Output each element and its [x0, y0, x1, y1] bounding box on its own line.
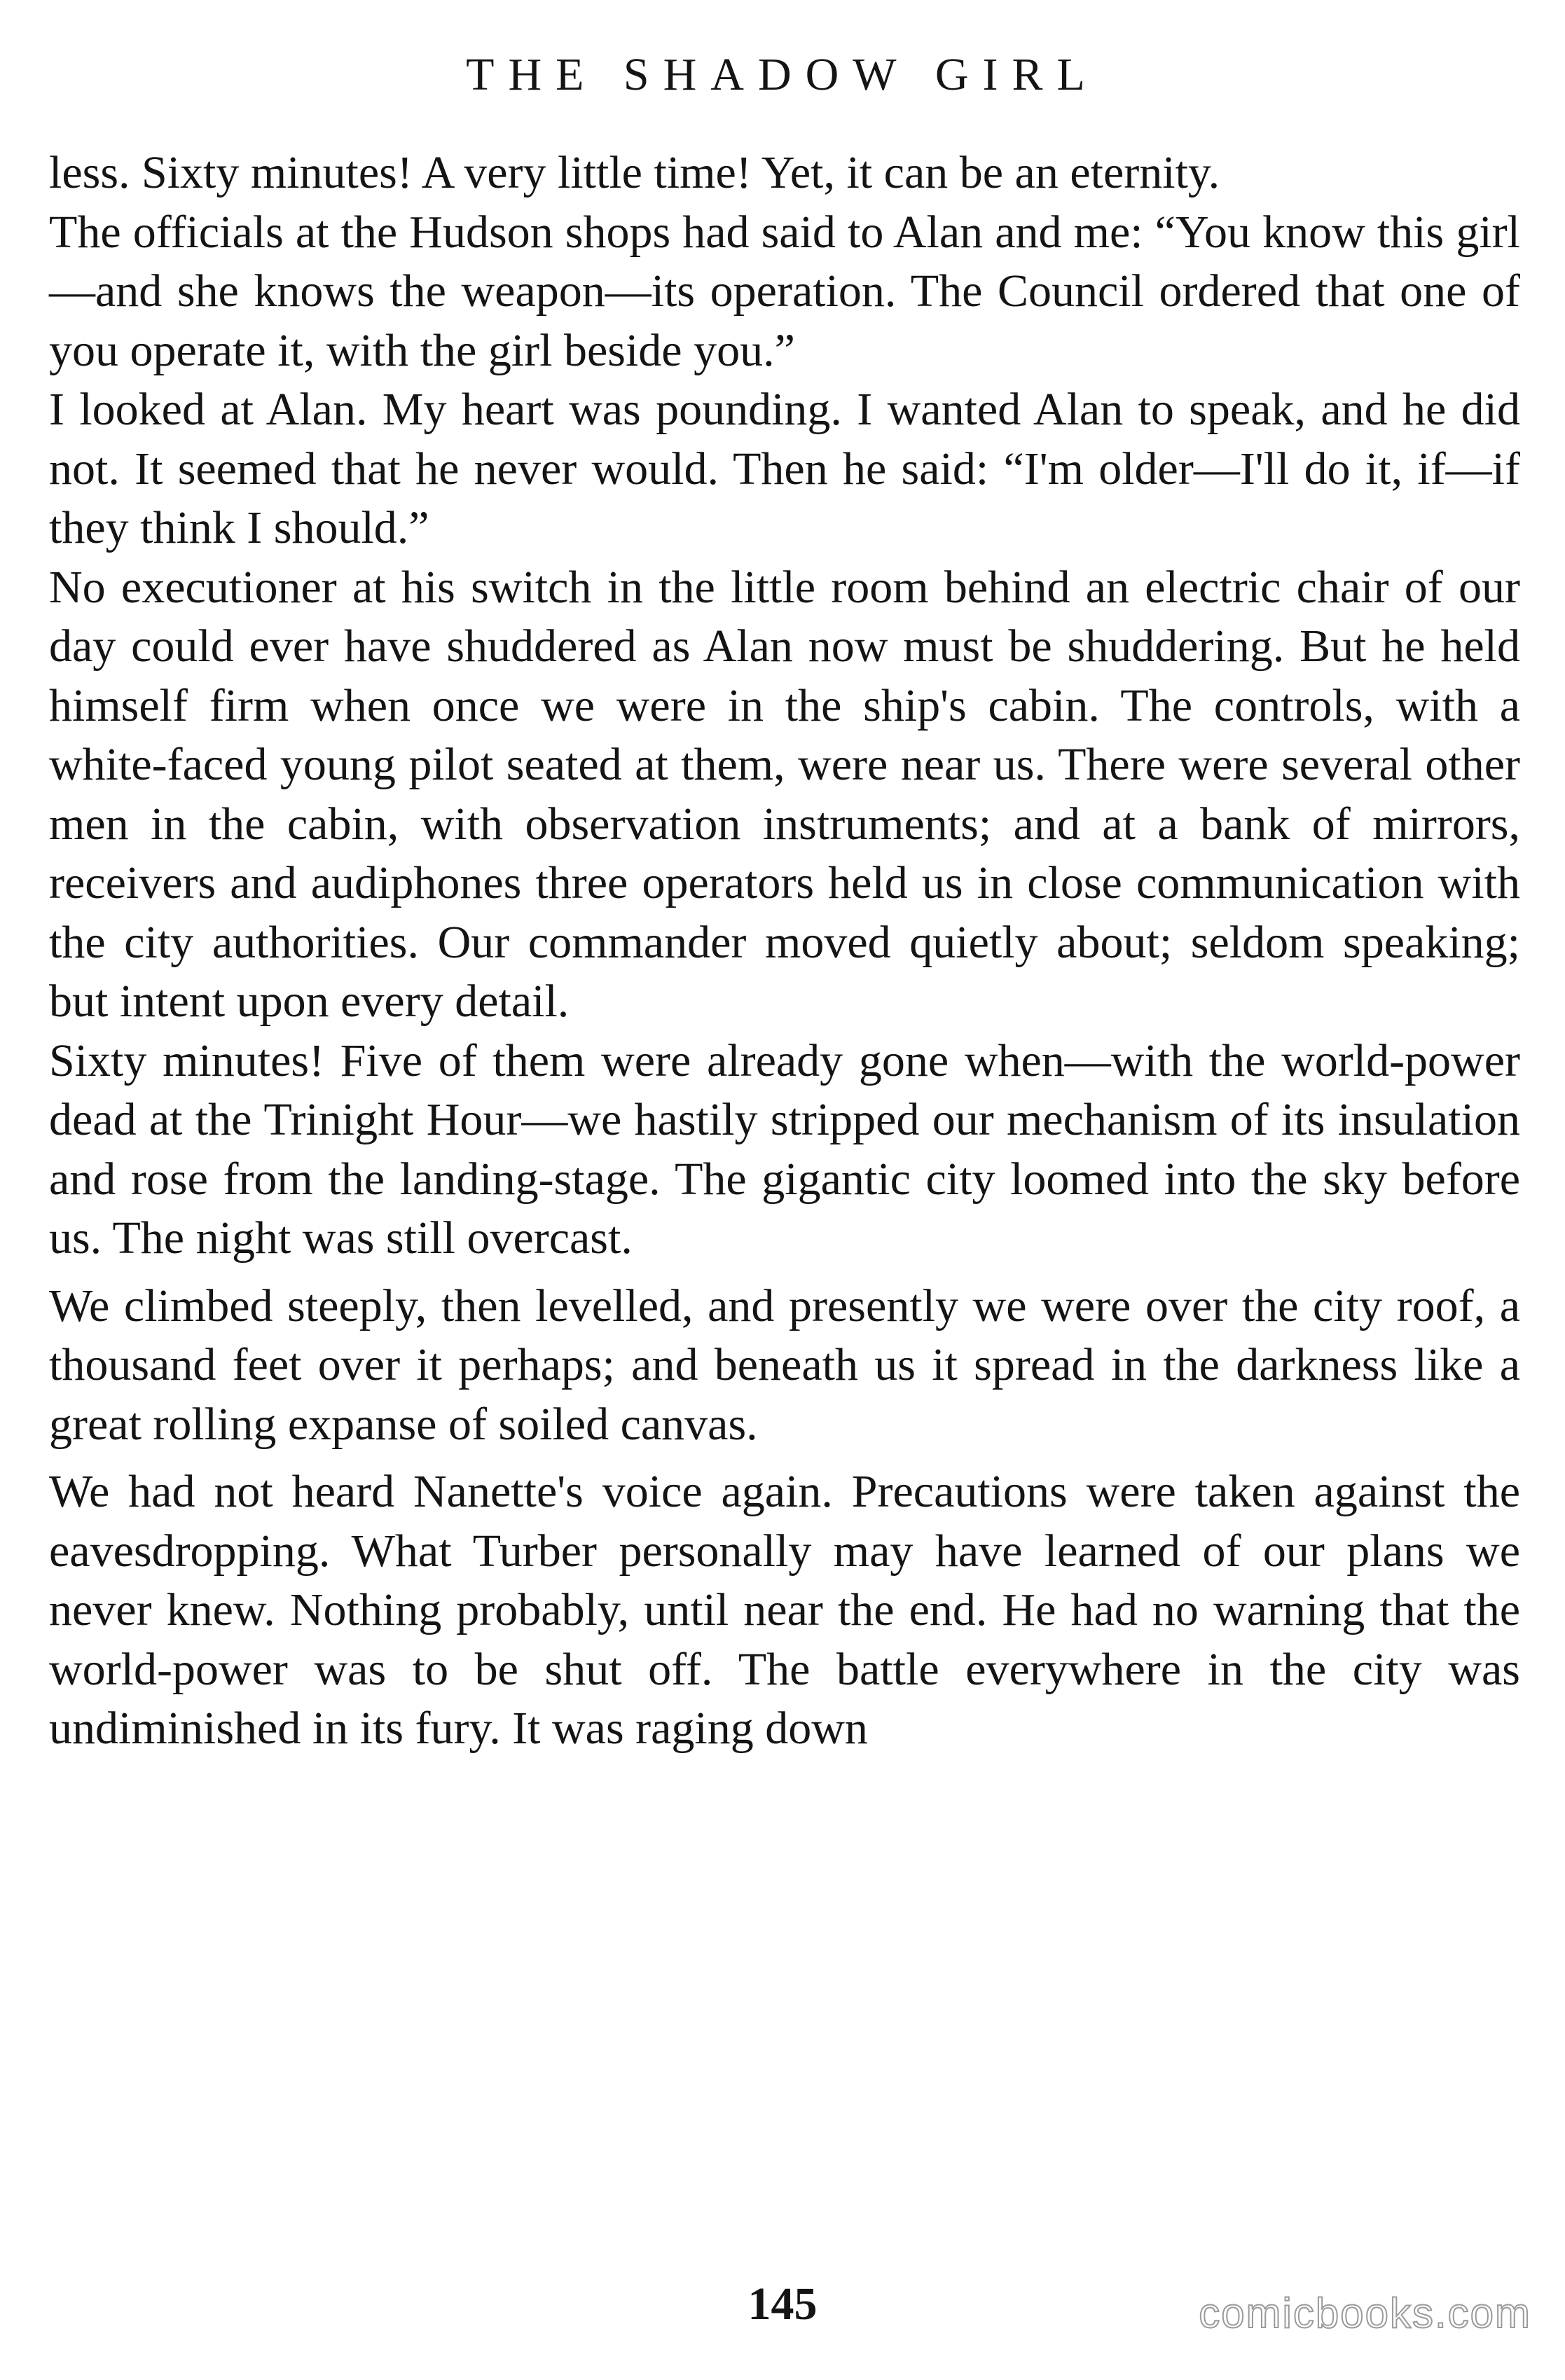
paragraph-5: Sixty minutes! Five of them were already gone when—with the world-power dead at the Trinight Hour—we hastily stripped our mechanism of its insulation and rose from the landing-stage. The gigantic city loomed into the sky before us. The night was still overcast. — [49, 1035, 1520, 1264]
paragraph-6: We climbed steeply, then levelled, and presently we were over the city roof, a thousand feet over it perhaps; and beneath us it spread in the darkness like a great rolling expanse of soiled canvas. — [49, 1280, 1520, 1450]
paragraph-7: We had not heard Nanette's voice again. Precautions were taken against the eavesdropping. What Turber personally may have learned of our plans we never knew. Nothing probably, until near the end. He had no warning that the world-power was to be shut off. The battle everywhere in the city was undiminished in its fury. It was raging down — [49, 1466, 1520, 1754]
paragraph-4: No executioner at his switch in the little room behind an electric chair of our day could ever have shuddered as Alan now must be shuddering. But he held himself firm when once we were in the ship's cabin. The controls, with a white-faced young pilot seated at them, were near us. There were several other men in the cabin, with observation instruments; and at a bank of mirrors, receivers and audiphones three operators held us in close communication with the city authorities. Our commander moved quietly about; seldom speaking; but intent upon every detail. — [49, 561, 1520, 1027]
paragraph-3: I looked at Alan. My heart was pounding. I wanted Alan to speak, and he did not. It seemed that he never would. Then he said: “I'm older—I'll do it, if—if they think I should.” — [49, 384, 1520, 553]
watermark-logo: comicbooks.com — [1199, 2290, 1531, 2337]
paragraph-2: The officials at the Hudson shops had said to Alan and me: “You know this girl—and she knows the weapon—its operation. The Council ordered that one of you operate it, with the girl beside you.” — [49, 206, 1520, 376]
paragraph-1: less. Sixty minutes! A very little time! Yet, it can be an eternity. — [49, 147, 1220, 198]
body-text — [49, 144, 1520, 1759]
running-title: THE SHADOW GIRL — [466, 49, 1099, 100]
page-number: 145 — [747, 2278, 818, 2330]
